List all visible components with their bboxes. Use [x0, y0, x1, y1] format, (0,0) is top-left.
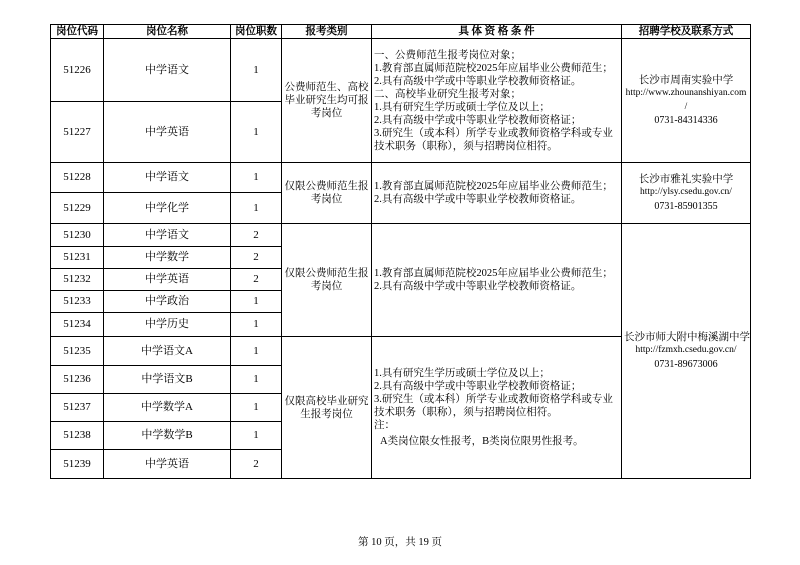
condition-line: 1.具有研究生学历或硕士学位及以上；	[374, 101, 550, 113]
position-name: 中学英语	[104, 102, 231, 163]
category-cell	[282, 163, 372, 224]
position-name: 中学数学B	[104, 422, 231, 450]
position-count: 2	[231, 247, 282, 269]
condition-line: 技术职务（职称），须与招聘岗位相符。	[374, 140, 558, 152]
category-line: 毕业研究生均可报	[284, 95, 369, 106]
position-code: 51237	[51, 394, 104, 422]
category-cell	[282, 224, 372, 337]
category-line: 考岗位	[310, 281, 343, 292]
position-count: 1	[231, 337, 282, 366]
condition-line: 一、公费师范生报考岗位对象；	[374, 49, 521, 61]
position-code: 51232	[51, 269, 104, 291]
condition-line: 3.研究生（或本科）所学专业或教师资格学科或专业	[374, 127, 613, 139]
school-cell	[622, 163, 751, 224]
note-body: A类岗位限女性报考，B类岗位限男性报考。	[380, 436, 584, 447]
school-name: 长沙市周南实验中学	[638, 74, 734, 86]
school-phone: 0731-84314336	[654, 115, 718, 126]
position-count: 1	[231, 39, 282, 102]
condition-line: 2.具有高级中学或中等职业学校教师资格证。	[374, 194, 582, 205]
position-count: 1	[231, 193, 282, 224]
school-name: 长沙市师大附中梅溪湖中学	[624, 331, 750, 343]
position-count: 1	[231, 291, 282, 313]
position-code: 51228	[51, 163, 104, 193]
position-code: 51226	[51, 39, 104, 102]
header-category: 报考类别	[282, 25, 372, 39]
position-name: 中学化学	[104, 193, 231, 224]
header-conditions: 具 体 资 格 条 件	[372, 25, 622, 39]
condition-line: 2.具有高级中学或中等职业学校教师资格证。	[374, 75, 582, 87]
condition-line: 3.研究生（或本科）所学专业或教师资格学科或专业	[374, 394, 613, 405]
school-cell	[622, 224, 751, 479]
category-line: 考岗位	[310, 108, 343, 119]
position-count: 1	[231, 163, 282, 193]
position-code: 51235	[51, 337, 104, 366]
note-label: 注：	[374, 420, 395, 431]
position-name: 中学语文	[104, 224, 231, 247]
position-code: 51238	[51, 422, 104, 450]
category-line: 仅限公费师范生报	[284, 268, 369, 279]
school-url: http://ylsy.csedu.gov.cn/	[640, 187, 732, 198]
position-count: 1	[231, 313, 282, 337]
position-code: 51234	[51, 313, 104, 337]
category-line: 生报考岗位	[300, 408, 353, 420]
position-name: 中学英语	[104, 450, 231, 479]
position-code: 51229	[51, 193, 104, 224]
position-name: 中学政治	[104, 291, 231, 313]
school-url: http://www.zhounanshiyan.com	[625, 88, 747, 98]
position-name: 中学数学	[104, 247, 231, 269]
conditions-cell	[372, 224, 622, 337]
header-school: 招聘学校及联系方式	[622, 25, 751, 39]
school-phone: 0731-89673006	[654, 358, 718, 370]
category-cell	[282, 39, 372, 163]
condition-line: 1.教育部直属师范院校2025年应届毕业公费师范生；	[374, 62, 613, 74]
conditions-cell	[372, 163, 622, 224]
category-line: 公费师范生、高校	[284, 82, 369, 93]
condition-line: 1.教育部直属师范院校2025年应届毕业公费师范生；	[374, 181, 613, 192]
position-count: 1	[231, 422, 282, 450]
conditions-cell	[372, 337, 622, 479]
position-count: 2	[231, 450, 282, 479]
position-count: 1	[231, 366, 282, 394]
header-code: 岗位代码	[51, 25, 104, 39]
condition-line: 2.具有高级中学或中等职业学校教师资格证；	[374, 114, 582, 126]
position-code: 51227	[51, 102, 104, 163]
category-line: 仅限高校毕业研究	[284, 395, 369, 407]
position-code: 51233	[51, 291, 104, 313]
position-name: 中学语文	[104, 39, 231, 102]
school-url: http://fzmxh.csedu.gov.cn/	[635, 345, 737, 356]
conditions-cell	[372, 39, 622, 163]
header-count: 岗位职数	[231, 25, 282, 39]
table-row	[51, 39, 751, 102]
position-count: 2	[231, 224, 282, 247]
position-count: 1	[231, 394, 282, 422]
position-name: 中学语文	[104, 163, 231, 193]
table-row	[51, 224, 751, 247]
school-url: /	[684, 101, 688, 112]
condition-line: 技术职务（职称），须与招聘岗位相符。	[374, 407, 558, 418]
table-row	[51, 163, 751, 193]
condition-line: 2.具有高级中学或中等职业学校教师资格证；	[374, 381, 582, 392]
position-code: 51230	[51, 224, 104, 247]
position-code: 51239	[51, 450, 104, 479]
recruitment-table	[50, 24, 751, 479]
position-code: 51236	[51, 366, 104, 394]
header-name: 岗位名称	[104, 25, 231, 39]
position-name: 中学英语	[104, 269, 231, 291]
position-name: 中学语文A	[104, 337, 231, 366]
condition-line: 1.教育部直属师范院校2025年应届毕业公费师范生；	[374, 268, 613, 279]
school-phone: 0731-85901355	[654, 200, 718, 212]
category-line: 考岗位	[310, 194, 343, 205]
condition-line: 二、高校毕业研究生报考对象；	[374, 88, 521, 100]
category-line: 仅限公费师范生报	[284, 181, 369, 192]
school-name: 长沙市雅礼实验中学	[638, 173, 734, 185]
category-cell	[282, 337, 372, 479]
condition-line: 1.具有研究生学历或硕士学位及以上；	[374, 368, 550, 379]
table-header-row	[51, 25, 751, 39]
position-name: 中学数学A	[104, 394, 231, 422]
position-count: 1	[231, 102, 282, 163]
position-code: 51231	[51, 247, 104, 269]
position-name: 中学语文B	[104, 366, 231, 394]
condition-line: 2.具有高级中学或中等职业学校教师资格证。	[374, 281, 582, 292]
position-name: 中学历史	[104, 313, 231, 337]
school-cell	[622, 39, 751, 163]
position-count: 2	[231, 269, 282, 291]
page-number: 第 10 页，共 19 页	[358, 537, 442, 548]
